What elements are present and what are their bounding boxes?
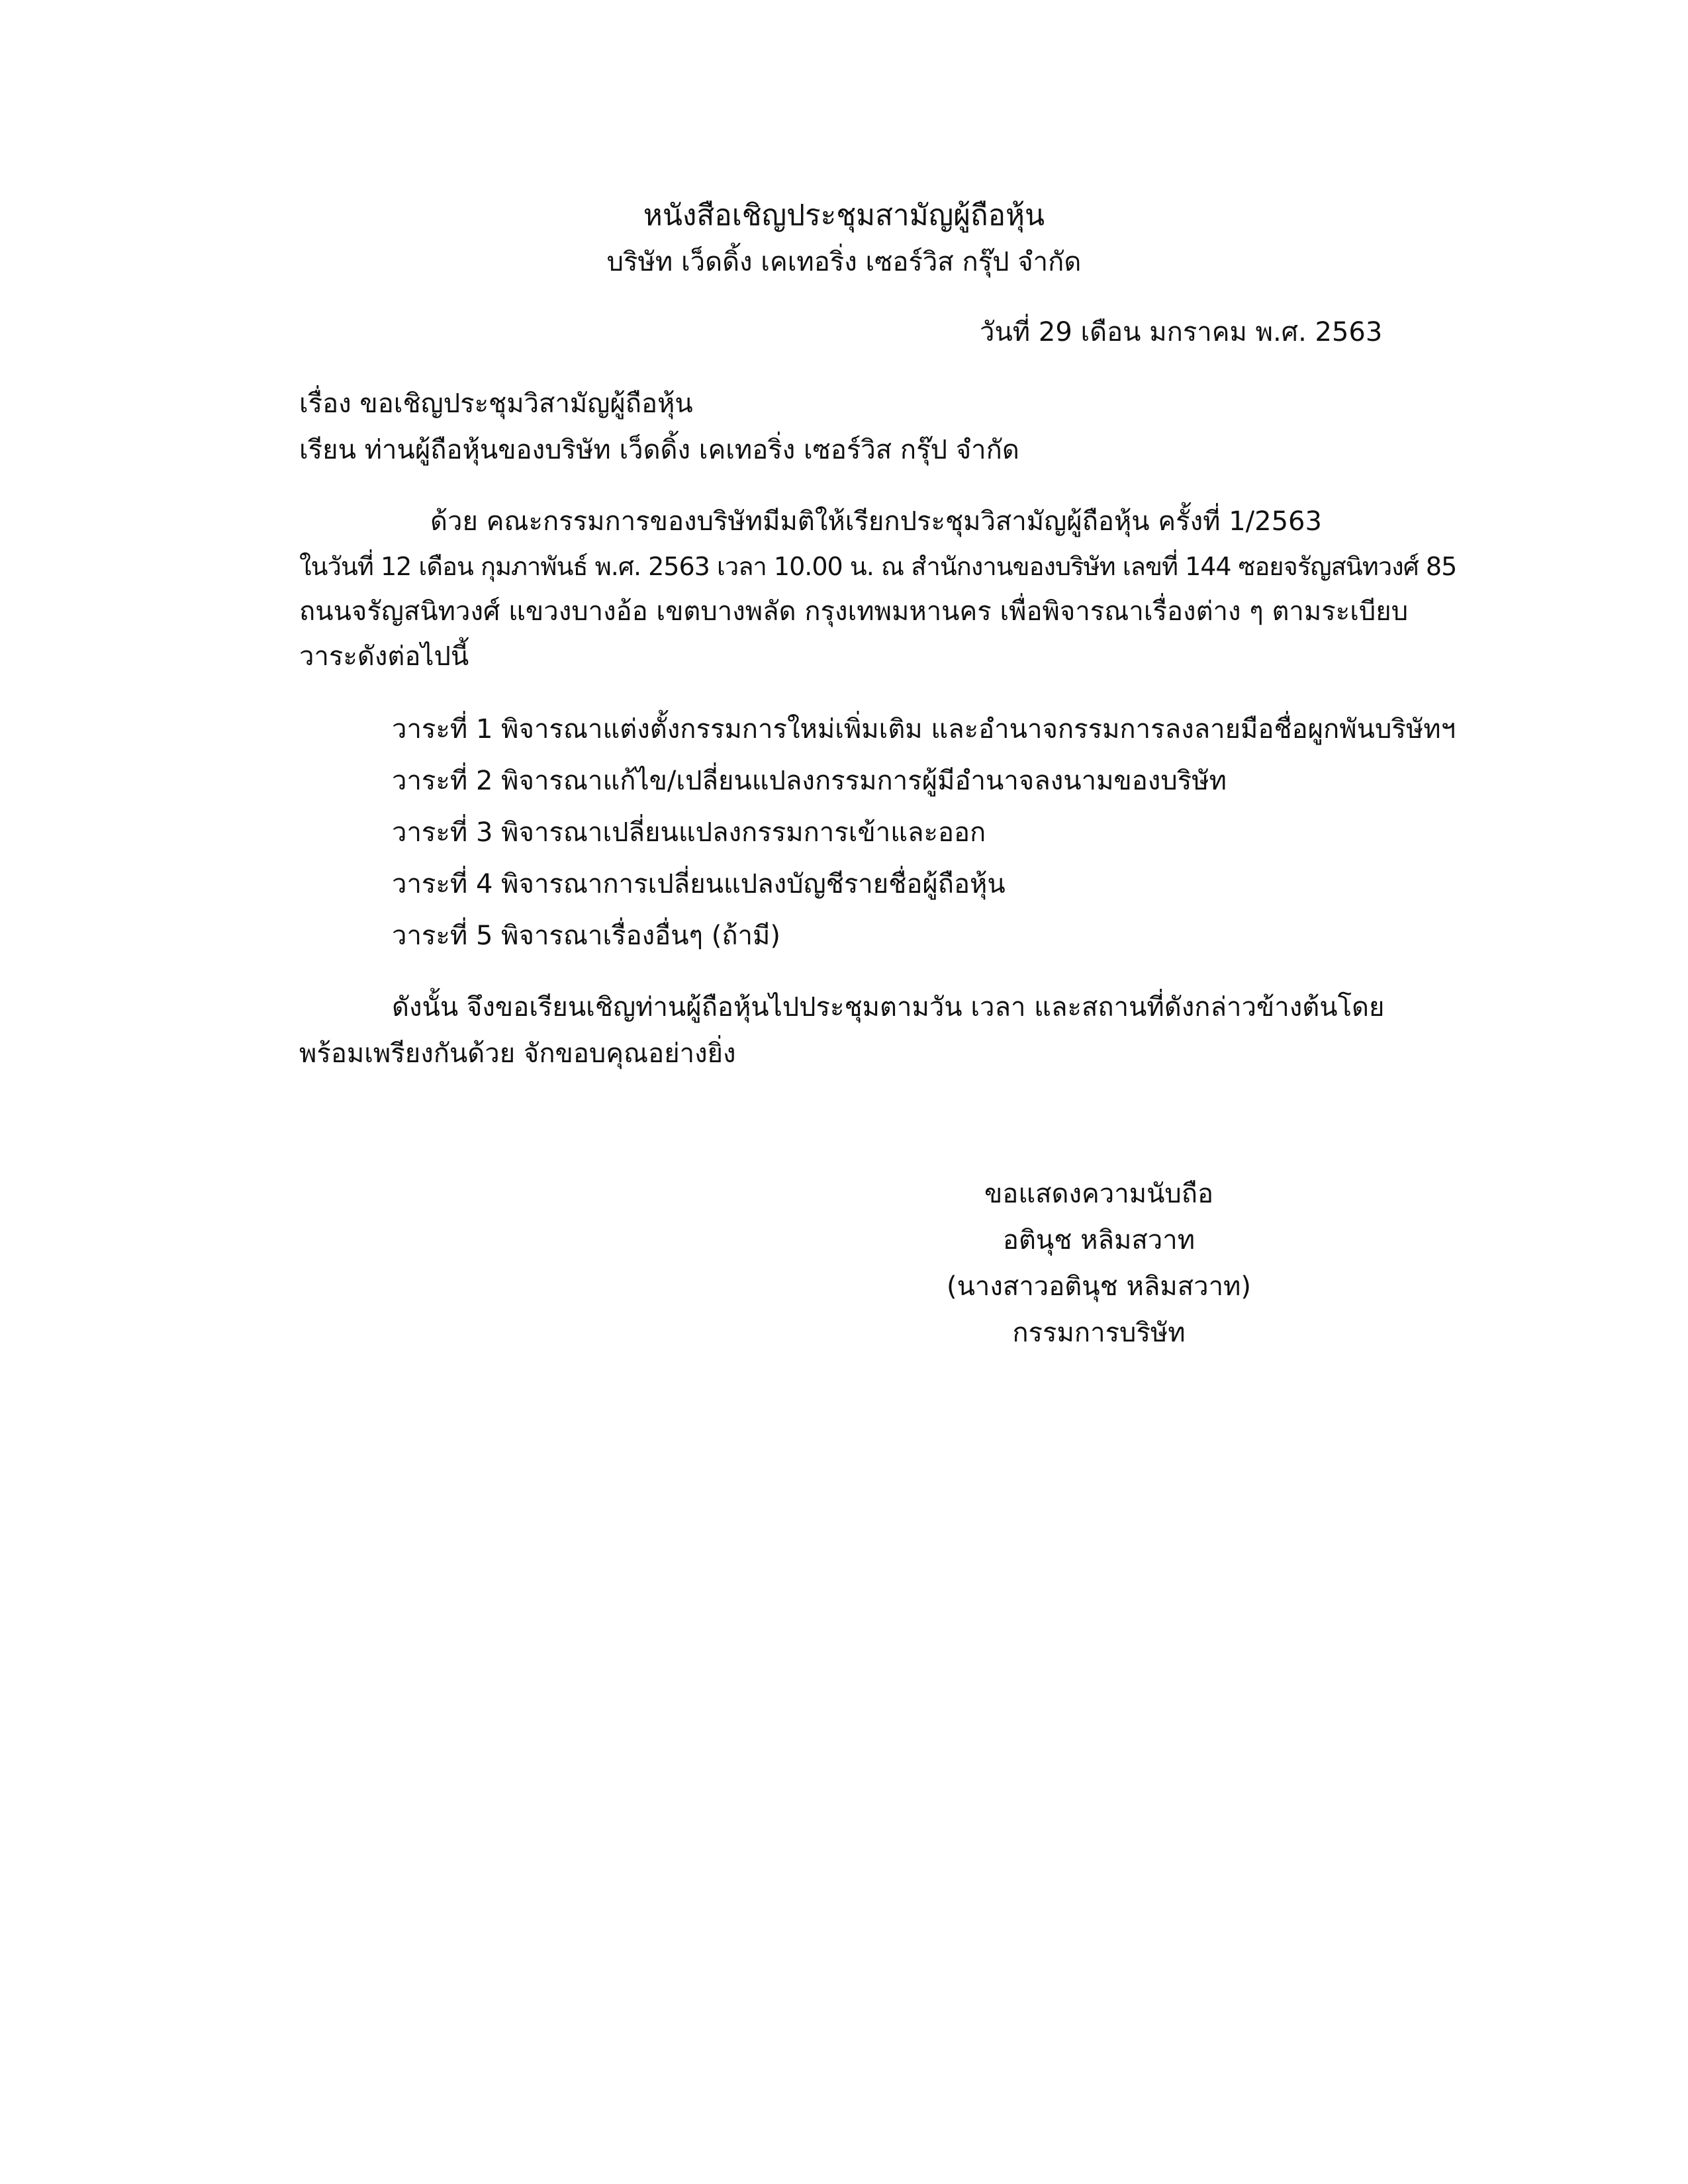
agenda-item-3: วาระที่ 3 พิจารณาเปลี่ยนแปลงกรรมการเข้าและออก xyxy=(392,817,986,848)
closing-line-1: ดังนั้น จึงขอเรียนเชิญท่านผู้ถือหุ้นไปประชุมตามวัน เวลา และสถานที่ดังกล่าวข้างต้นโดย xyxy=(392,992,1385,1023)
agenda-item-4: วาระที่ 4 พิจารณาการเปลี่ยนแปลงบัญชีรายชื่อผู้ถือหุ้น xyxy=(392,869,1006,899)
agenda-item-1: วาระที่ 1 พิจารณาแต่งตั้งกรรมการใหม่เพิ่มเติม และอำนาจกรรมการลงลายมือชื่อผูกพันบริษัทฯ xyxy=(392,714,1456,745)
document-title: หนังสือเชิญประชุมสามัญผู้ถือหุ้น xyxy=(643,199,1045,232)
intro-line-4: วาระดังต่อไปนี้ xyxy=(299,641,469,672)
company-name: บริษัท เว็ดดิ้ง เคเทอริ่ง เซอร์วิส กรุ๊ป จำกัด xyxy=(606,247,1082,277)
intro-line-1: ด้วย คณะกรรมการของบริษัทมีมติให้เรียกประชุมวิสามัญผู้ถือหุ้น ครั้งที่ 1/2563 xyxy=(430,506,1322,537)
signature-full-name: (นางสาวอตินุช หลิมสวาท) xyxy=(946,1271,1252,1302)
closing-line-2: พร้อมเพรียงกันด้วย จักขอบคุณอย่างยิ่ง xyxy=(299,1038,736,1069)
intro-line-3: ถนนจรัญสนิทวงศ์ แขวงบางอ้อ เขตบางพลัด กรุงเทพมหานคร เพื่อพิจารณาเรื่องต่าง ๆ ตามระเบียบ xyxy=(299,596,1409,627)
agenda-item-5: วาระที่ 5 พิจารณาเรื่องอื่นๆ (ถ้ามี) xyxy=(392,921,780,951)
date-line: วันที่ 29 เดือน มกราคม พ.ศ. 2563 xyxy=(980,317,1383,347)
signature-regards: ขอแสดงความนับถือ xyxy=(984,1179,1214,1209)
signature-name: อตินุช หลิมสวาท xyxy=(1002,1225,1196,1255)
intro-line-2: ในวันที่ 12 เดือน กุมภาพันธ์ พ.ศ. 2563 เวลา 10.00 น. ณ สำนักงานของบริษัท เลขที่ 144 ซอยจรัญสนิทวงศ์ 85 xyxy=(299,552,1457,581)
signature-position: กรรมการบริษัท xyxy=(1012,1318,1186,1348)
agenda-item-2: วาระที่ 2 พิจารณาแก้ไข/เปลี่ยนแปลงกรรมการผู้มีอำนาจลงนามของบริษัท xyxy=(392,766,1227,796)
recipient-line: เรียน ท่านผู้ถือหุ้นของบริษัท เว็ดดิ้ง เคเทอริ่ง เซอร์วิส กรุ๊ป จำกัด xyxy=(299,435,1019,465)
subject-line: เรื่อง ขอเชิญประชุมวิสามัญผู้ถือหุ้น xyxy=(299,388,693,419)
